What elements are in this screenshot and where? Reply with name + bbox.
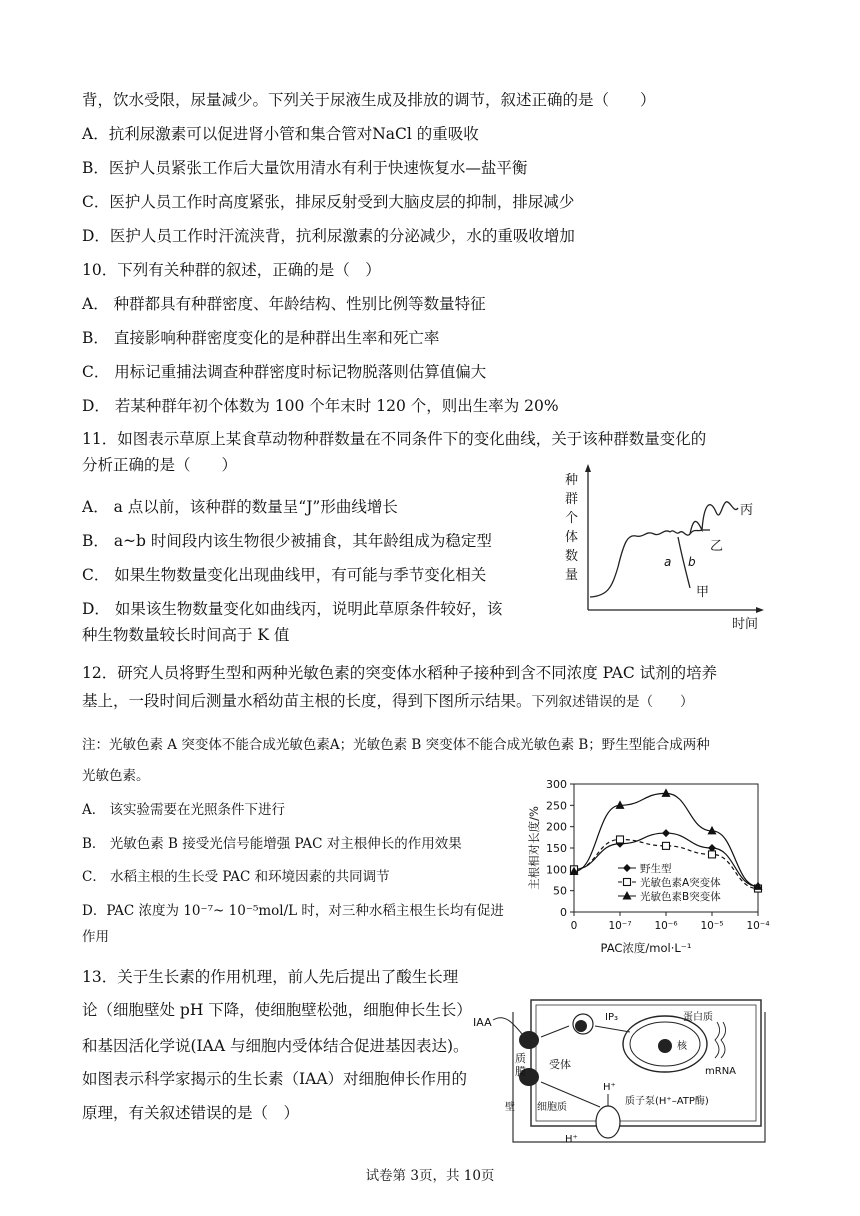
q12-option-c: C． 水稻主根的生长受 PAC 和环境因素的共同调节 xyxy=(82,869,390,885)
membrane-label-2: 膜 xyxy=(515,1065,526,1078)
pac-line-chart xyxy=(520,772,770,962)
y-tick-label: 150 xyxy=(546,842,567,855)
q10-stem: 10．下列有关种群的叙述，正确的是（ ） xyxy=(82,261,381,279)
q12-stem-2a: 基上，一段时间后测量水稻幼苗主根的长度，得到下图所示结果。 xyxy=(82,692,532,710)
y-label-char: 个 xyxy=(565,511,579,526)
y-axis-label: 主根相对长度/% xyxy=(527,806,541,890)
q11-option-d: D． 如果该生物数量变化如曲线丙，说明此草原条件较好，该 xyxy=(82,600,503,618)
cytoplasm-label: 细胞质 xyxy=(537,1102,567,1113)
q13-line-2: 论（细胞壁处 pH 下降，使细胞壁松弛，细胞伸长生长） xyxy=(82,1001,472,1019)
y-label-char: 群 xyxy=(565,492,579,507)
q11-stem-1: 11．如图表示草原上某食草动物种群数量在不同条件下的变化曲线，关于该种群数量变化的 xyxy=(82,430,707,448)
legend-label: 光敏色素A突变体 xyxy=(640,877,721,889)
q12-stem-2 xyxy=(82,690,694,713)
curve-jia-label: 甲 xyxy=(696,585,710,600)
ip3-label: IP₃ xyxy=(605,1012,618,1023)
q10-option-d: D． 若某种群年初个体数为 100 个年末时 120 个，则出生率为 20% xyxy=(82,397,559,415)
y-tick-label: 200 xyxy=(546,820,567,834)
y-tick-label: 100 xyxy=(546,863,567,877)
y-label-char: 体 xyxy=(565,530,579,545)
membrane-label-1: 质 xyxy=(515,1052,526,1065)
curve-yi xyxy=(690,530,710,534)
curve-yi-label: 乙 xyxy=(710,539,724,554)
y-tick-label: 300 xyxy=(546,778,567,791)
q9-stem: 背，饮水受限，尿量减少。下列关于尿液生成及排放的调节，叙述正确的是（ ） xyxy=(82,91,656,109)
q9-option-a: A．抗利尿激素可以促进肾小管和集合管对NaCl 的重吸收 xyxy=(82,125,479,143)
population-curve-figure xyxy=(560,462,775,637)
q12-note-1: 注：光敏色素 A 突变体不能合成光敏色素A；光敏色素 B 突变体不能合成光敏色素 B；野生型能合成两种 xyxy=(82,737,710,753)
nucleus-label: 核 xyxy=(677,1041,687,1052)
mrna-label: mRNA xyxy=(705,1066,737,1077)
q12-stem-2b: 下列叙述错误的是（ ） xyxy=(531,694,694,710)
h-plus-inside: H⁺ xyxy=(603,1082,616,1093)
receptor-label: 受体 xyxy=(549,1058,571,1071)
q13-line-1: 13．关于生长素的作用机理，前人先后提出了酸生长理 xyxy=(82,968,459,986)
point-b-label: b xyxy=(688,555,696,569)
page-footer: 试卷第 3页，共 10页 xyxy=(365,1168,495,1184)
curve-bing xyxy=(690,502,738,534)
q9-option-b: B．医护人员紧张工作后大量饮用清水有利于快速恢复水—盐平衡 xyxy=(82,159,528,177)
q9-option-d: D．医护人员工作时汗流浃背，抗利尿激素的分泌减少，水的重吸收增加 xyxy=(82,227,575,245)
y-tick-label: 250 xyxy=(546,799,567,813)
x-tick-label: 10⁻⁴ xyxy=(746,920,770,932)
data-point xyxy=(662,829,670,837)
q11-stem-2: 分析正确的是（ ） xyxy=(82,456,238,474)
data-point xyxy=(662,788,671,797)
wall-label: 壁 xyxy=(505,1102,515,1113)
iaa-molecule xyxy=(519,1031,539,1049)
curve-wave xyxy=(670,531,690,535)
q11-option-c: C． 如果生物数量变化出现曲线甲，有可能与季节变化相关 xyxy=(82,566,487,584)
legend-label: 野生型 xyxy=(640,863,672,875)
legend-label: 光敏色素B突变体 xyxy=(640,891,721,903)
curve-bing-label: 丙 xyxy=(740,503,754,518)
q13-line-4: 如图表示科学家揭示的生长素（IAA）对细胞伸长作用的 xyxy=(82,1070,468,1088)
x-axis-label: 时间 xyxy=(732,617,759,632)
q11-option-a: A． a 点以前，该种群的数量呈“J”形曲线增长 xyxy=(82,498,398,516)
q12-option-b: B． 光敏色素 B 接受光信号能增强 PAC 对主根伸长的作用效果 xyxy=(82,836,462,852)
curve-common xyxy=(590,531,670,597)
iaa-label: IAA xyxy=(473,1016,492,1029)
data-point xyxy=(709,851,716,858)
q10-option-b: B． 直接影响种群密度变化的是种群出生率和死亡率 xyxy=(82,329,440,347)
data-point xyxy=(617,836,624,843)
h-plus-outside: H⁺ xyxy=(565,1134,578,1145)
x-tick-label: 10⁻⁶ xyxy=(654,920,678,932)
x-tick-label: 10⁻⁵ xyxy=(700,920,724,932)
legend-marker xyxy=(624,879,631,886)
q10-option-c: C． 用标记重捕法调查种群密度时标记物脱落则估算值偏大 xyxy=(82,363,487,381)
protein-label: 蛋白质 xyxy=(683,1012,713,1023)
pump-label: 质子泵(H⁺–ATP酶) xyxy=(625,1096,709,1107)
y-label-char: 种 xyxy=(565,473,579,488)
q13-line-5: 原理，有关叙述错误的是（ ） xyxy=(82,1104,300,1122)
q12-option-d-cont: 作用 xyxy=(82,929,109,945)
q11-option-d-cont: 种生物数量较长时间高于 K 值 xyxy=(82,626,290,644)
data-point xyxy=(663,842,670,849)
q11-option-b: B． a~b 时间段内该生物很少被捕食，其年龄组成为稳定型 xyxy=(82,532,492,550)
x-tick-label: 0 xyxy=(570,920,578,932)
proton-pump xyxy=(596,1106,620,1138)
q12-note-2: 光敏色素。 xyxy=(82,768,150,784)
iaa-mechanism-figure xyxy=(465,992,785,1157)
x-tick-label: 10⁻⁷ xyxy=(608,920,632,932)
data-point xyxy=(616,800,625,809)
point-a-label: a xyxy=(664,555,672,569)
x-axis-label: PAC浓度/mol·L⁻¹ xyxy=(600,941,692,955)
y-tick-label: 0 xyxy=(560,906,567,919)
legend-marker xyxy=(623,891,632,900)
q10-option-a: A． 种群都具有种群密度、年龄结构、性别比例等数量特征 xyxy=(82,295,486,313)
q12-stem-1: 12．研究人员将野生型和两种光敏色素的突变体水稻种子接种到含不同浓度 PAC 试剂的培养 xyxy=(82,664,718,682)
legend-marker xyxy=(623,864,631,872)
cell-wall xyxy=(513,1012,765,1142)
q12-option-a: A． 该实验需要在光照条件下进行 xyxy=(82,802,286,818)
q13-line-3: 和基因活化学说(IAA 与细胞内受体结合促进基因表达)。 xyxy=(82,1037,469,1055)
y-label-char: 量 xyxy=(565,568,579,583)
q12-option-d: D．PAC 浓度为 10⁻⁷~ 10⁻⁵mol/L 时，对三种水稻主根生长均有促进 xyxy=(82,903,504,919)
y-tick-label: 50 xyxy=(553,884,567,898)
q9-option-c: C．医护人员工作时高度紧张，排尿反射受到大脑皮层的抑制，排尿减少 xyxy=(82,193,575,211)
y-label-char: 数 xyxy=(565,549,579,564)
